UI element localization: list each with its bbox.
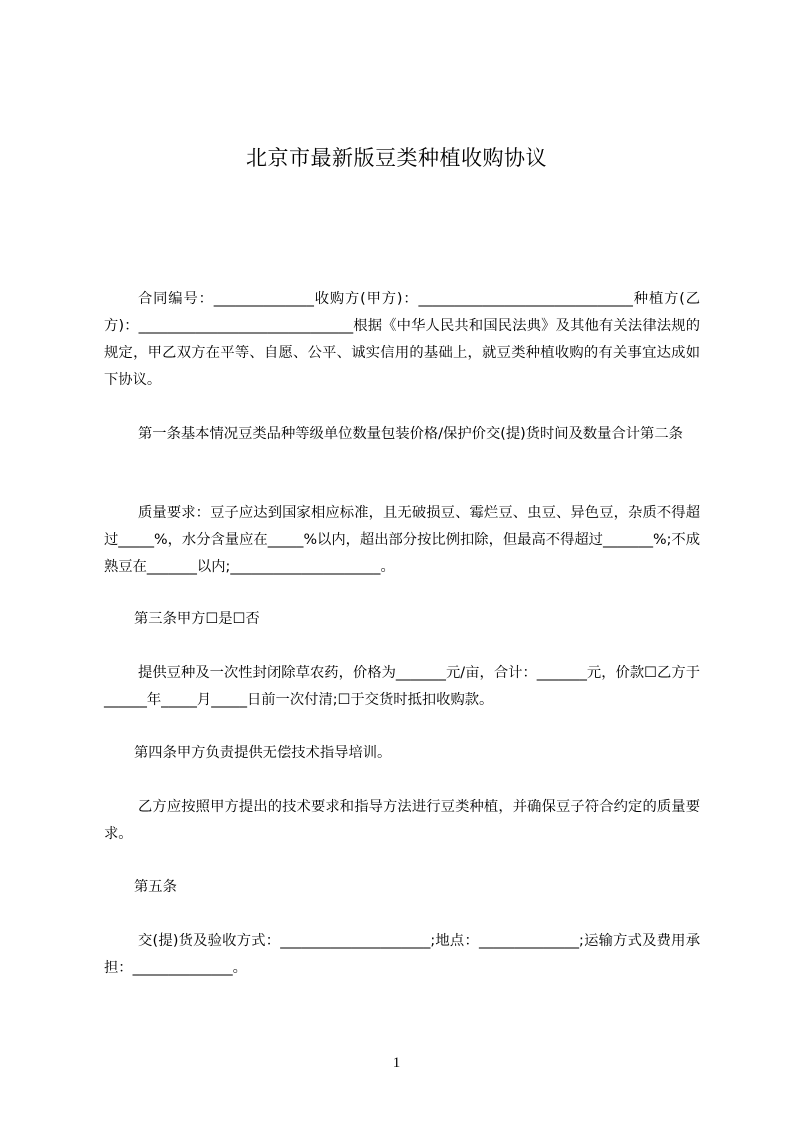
quality-requirements-paragraph: 质量要求：豆子应达到国家相应标准，且无破损豆、霉烂豆、虫豆、异色豆，杂质不得超过_____%，水分含量应在_____%以内，超出部分按比例扣除，但最高不得超过_______%;不成熟豆在_______以内;_____________________。 [104,505,700,575]
page-title: 北京市最新版豆类种植收购协议 [246,146,547,170]
article-4-heading: 第四条甲方负责提供无偿技术指导培训。 [134,745,392,761]
seed-supply-paragraph: 提供豆种及一次性封闭除草农药，价格为_______元/亩，合计：_______元，价款☐乙方于______年_____月_____日前一次付清;☐于交货时抵扣收购款。 [104,665,700,708]
technical-requirements-paragraph: 乙方应按照甲方提出的技术要求和指导方法进行豆类种植，并确保豆子符合约定的质量要求。 [104,799,700,842]
article-5-heading: 第五条 [134,879,177,895]
delivery-paragraph: 交(提)货及验收方式：_____________________;地点：______________;运输方式及费用承担：______________。 [104,933,700,976]
article-3-heading: 第三条甲方☐是☐否 [134,611,260,627]
preamble-paragraph: 合同编号：______________收购方(甲方)：______________________________种植方(乙方)：______________________________根据《中华人民共和国民法典》及其他有关法律法规的规定，甲乙双方在平等、自愿、公平、诚实信用的基础上，就豆类种植收购的有关事宜达成如下协议。 [104,291,700,388]
page-number: 1 [392,1055,401,1071]
article-1-paragraph: 第一条基本情况豆类品种等级单位数量包装价格/保护价交(提)货时间及数量合计第二条 [138,426,683,442]
